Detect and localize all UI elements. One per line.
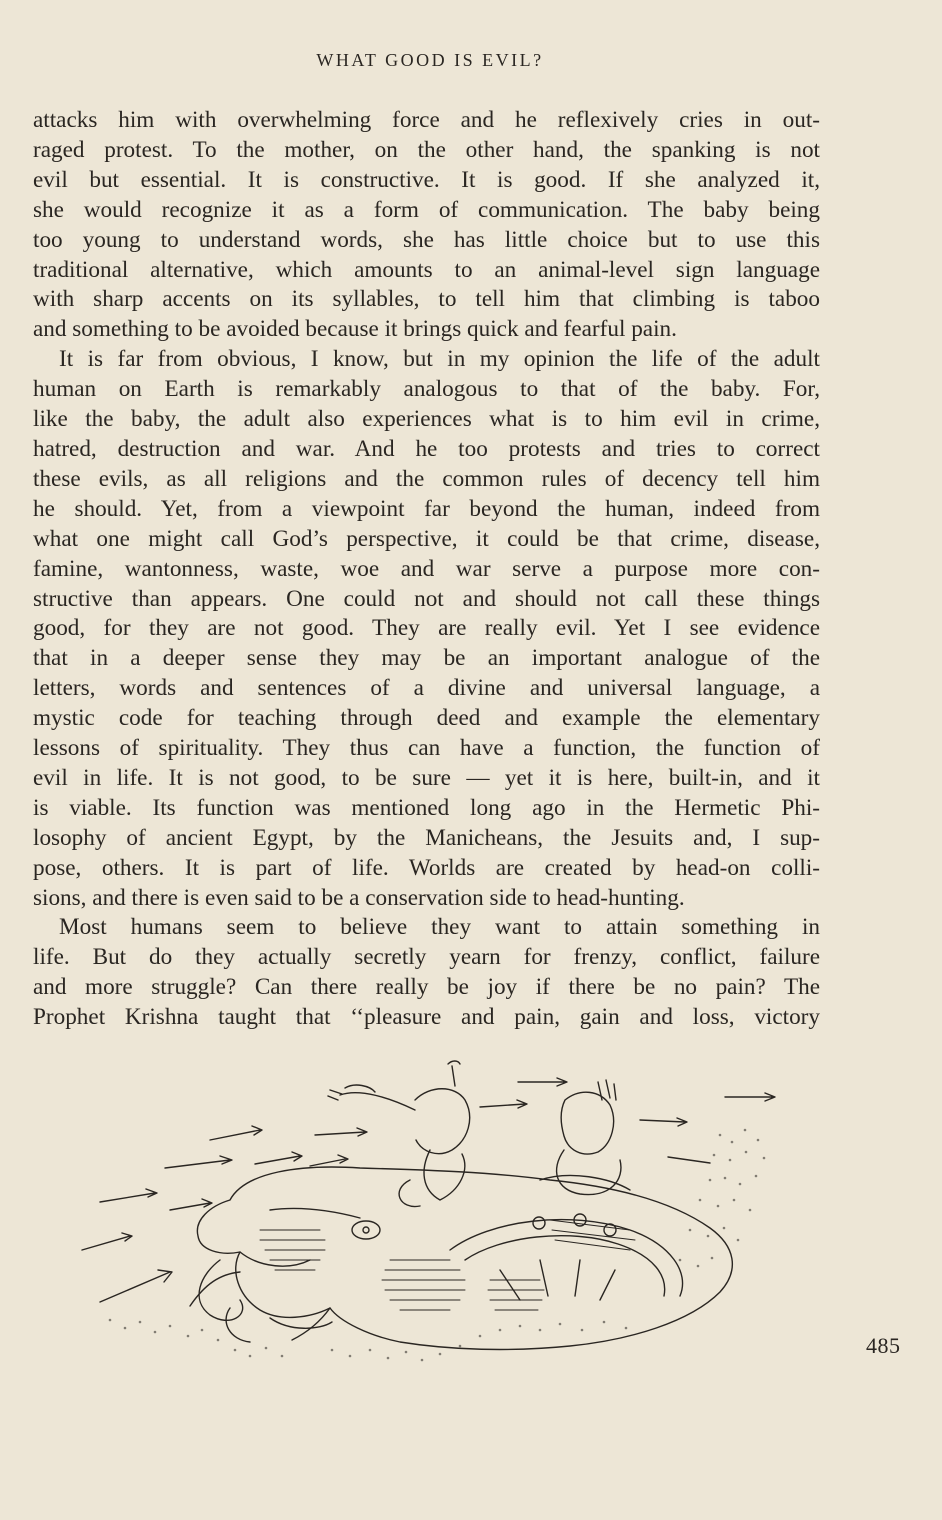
dust-clouds xyxy=(109,1129,766,1362)
text-line: structive than appears. One could not and should not call these things xyxy=(33,585,820,612)
text-line: mystic code for teaching through deed and example the elementary xyxy=(33,705,820,732)
text-line: is viable. Its function was mentioned long ago in the Hermetic Phi- xyxy=(33,794,820,821)
paragraph xyxy=(33,913,820,1033)
text-line: letters, words and sentences of a divine and universal language, a xyxy=(33,675,820,702)
text-line: he should. Yet, from a viewpoint far beyond the human, indeed from xyxy=(33,495,820,522)
paragraph xyxy=(33,106,820,345)
text-line: she would recognize it as a form of communication. The baby being xyxy=(33,196,820,223)
text-line: losophy of ancient Egypt, by the Manicheans, the Jesuits and, I sup- xyxy=(33,824,820,851)
text-line: life. But do they actually secretly yearn for frenzy, conflict, failure xyxy=(33,944,820,971)
text-line: attacks him with overwhelming force and he reflexively cries in out- xyxy=(33,107,820,133)
text-line: with sharp accents on its syllables, to tell him that climbing is taboo xyxy=(33,286,820,313)
text-line: Most humans seem to believe they want to attain something in xyxy=(59,914,820,941)
paragraph xyxy=(33,345,820,913)
page-number: 485 xyxy=(866,1333,901,1358)
text-line: traditional alternative, which amounts to an animal-level sign language xyxy=(33,256,820,283)
text-line: and more struggle? Can there really be joy if there be no pain? The xyxy=(33,974,820,1001)
war-elephant-illustration xyxy=(70,1060,780,1370)
text-line: evil in life. It is not good, to be sure — yet it is here, built-in, and it xyxy=(33,764,820,791)
text-line: these evils, as all religions and the common rules of decency tell him xyxy=(33,465,820,492)
text-line: hatred, destruction and war. And he too protests and tries to correct xyxy=(33,435,820,462)
text-line: evil but essential. It is constructive. It is good. If she analyzed it, xyxy=(33,166,820,193)
text-line: good, for they are not good. They are really evil. Yet I see evidence xyxy=(33,615,820,642)
text-line: sions, and there is even said to be a conservation side to head-hunting. xyxy=(33,884,685,911)
text-line: raged protest. To the mother, on the other hand, the spanking is not xyxy=(33,136,820,163)
text-line: human on Earth is remarkably analogous to that of the baby. For, xyxy=(33,376,820,403)
text-line: that in a deeper sense they may be an important analogue of the xyxy=(33,645,820,672)
body-text xyxy=(33,106,820,1033)
text-line: like the baby, the adult also experiences what is to him evil in crime, xyxy=(33,406,820,433)
text-line: too young to understand words, she has little choice but to use this xyxy=(33,226,820,253)
text-line: what one might call God’s perspective, it could be that crime, disease, xyxy=(33,525,820,552)
text-line: It is far from obvious, I know, but in my opinion the life of the adult xyxy=(59,346,820,373)
shield-wheel xyxy=(450,1214,683,1300)
text-line: Prophet Krishna taught that ‘‘pleasure and pain, gain and loss, victory xyxy=(33,1004,820,1031)
elephant xyxy=(190,1167,732,1349)
running-head: WHAT GOOD IS EVIL? xyxy=(316,50,544,70)
text-line: pose, others. It is part of life. Worlds are created by head-on colli- xyxy=(33,854,820,881)
text-line: and something to be avoided because it brings quick and fearful pain. xyxy=(33,316,677,343)
text-line: famine, wantonness, waste, woe and war serve a purpose more con- xyxy=(33,555,820,582)
text-line: lessons of spirituality. They thus can have a function, the function of xyxy=(33,735,820,762)
